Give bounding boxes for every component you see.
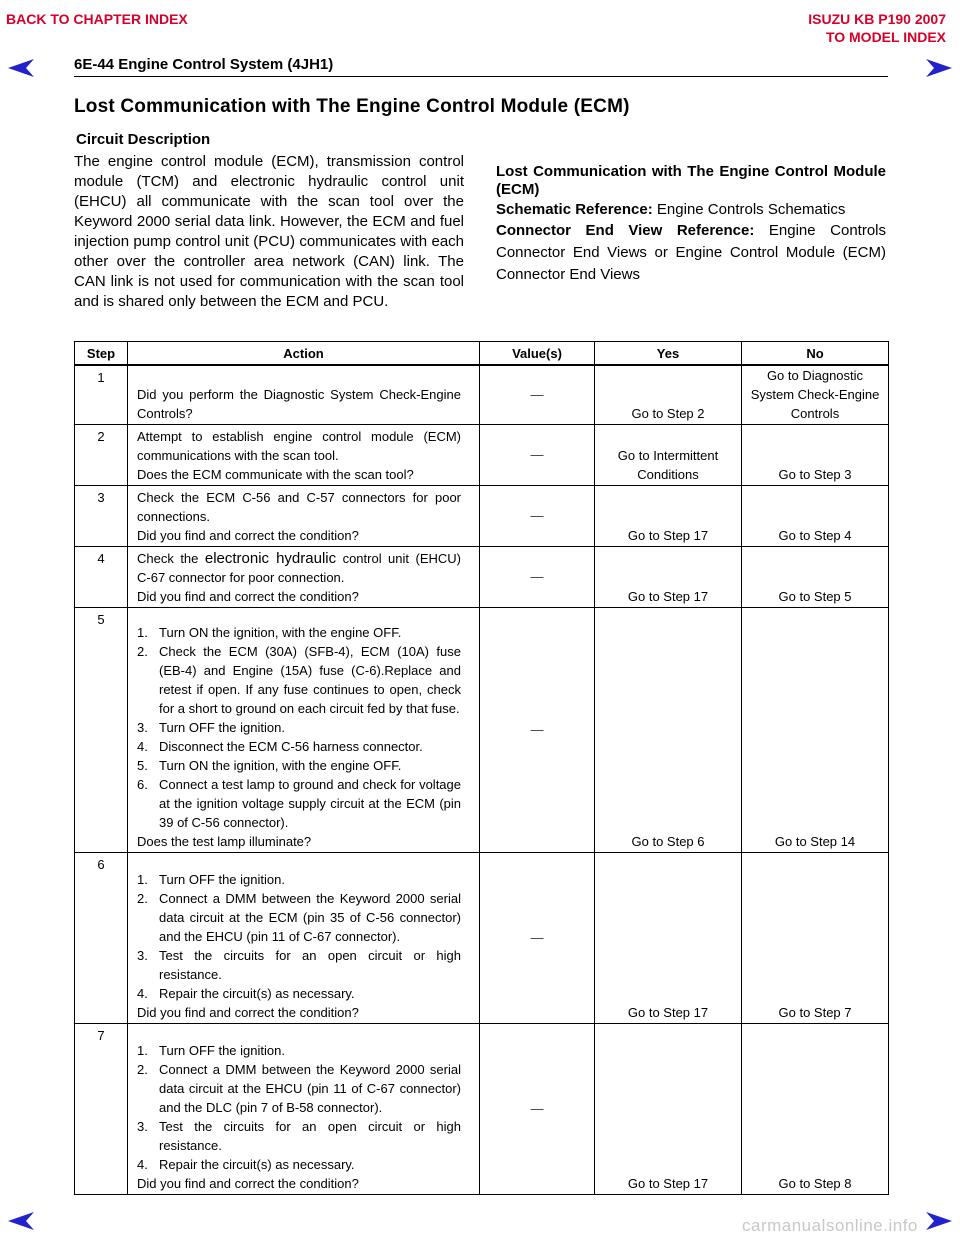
step-number: 4 <box>75 547 128 608</box>
action-question: Did you find and correct the condition? <box>137 528 359 543</box>
no-cell: Go to Step 3 <box>742 425 889 486</box>
schematic-reference-value: Engine Controls Schematics <box>656 201 846 218</box>
no-cell: Go to Step 8 <box>742 1024 889 1195</box>
action-question: Did you find and correct the condition? <box>137 1005 359 1020</box>
action-step-text: Connect a DMM between the Keyword 2000 serial data circuit at the EHCU (pin 11 of C-67 connector) and the DLC (pin 7 of B-58 connector). <box>159 1062 461 1115</box>
step-number: 1 <box>75 365 128 425</box>
next-page-bottom-arrow-icon[interactable] <box>924 1210 954 1232</box>
action-step-item <box>137 756 461 775</box>
action-step-text: Test the circuits for an open circuit or high resistance. <box>159 1119 461 1153</box>
back-to-chapter-index-link[interactable]: BACK TO CHAPTER INDEX <box>6 11 188 27</box>
header-divider <box>74 76 888 77</box>
action-cell <box>128 486 480 547</box>
step-number: 6 <box>75 853 128 1024</box>
value-cell: — <box>480 1024 595 1195</box>
action-step-text: Turn OFF the ignition. <box>159 720 285 735</box>
circuit-description-text: The engine control module (ECM), transmission control module (TCM) and electronic hydraulic control unit (EHCU) all communicate with the scan tool over the Keyword 2000 serial data link. However, the ECM and fuel injection pump control unit (PCU) communicates with each other over the controller area network (CAN) link. The CAN link is not used for communication with the scan tool and is shared only between the ECM and PCU. <box>74 153 464 310</box>
action-intro-text: Did you perform the Diagnostic System Check-Engine Controls? <box>137 387 461 421</box>
action-intro-text: Attempt to establish engine control module (ECM) communications with the scan tool. <box>137 429 461 463</box>
action-step-number: 2. <box>137 1062 148 1077</box>
connector-reference-label: Connector End View Reference: <box>496 222 755 239</box>
watermark: carmanualsonline.info <box>742 1216 918 1235</box>
action-intro-emphasis: electronic hydraulic <box>204 550 337 567</box>
action-step-item <box>137 718 461 737</box>
next-page-arrow-icon[interactable] <box>924 57 954 79</box>
connector-reference-value: Engine Controls Connector End Views or Engine Control Module (ECM) Connector End Views <box>496 222 886 283</box>
step-number: 5 <box>75 608 128 853</box>
yes-cell: Go to Step 17 <box>595 547 742 608</box>
action-step-item <box>137 1060 461 1117</box>
schematic-reference-label: Schematic Reference: <box>496 201 653 218</box>
action-step-item <box>137 984 461 1003</box>
circuit-description-heading: Circuit Description <box>76 131 211 148</box>
action-question: Did you find and correct the condition? <box>137 589 359 604</box>
model-title-link[interactable]: ISUZU KB P190 2007 <box>808 11 946 27</box>
action-cell <box>128 425 480 486</box>
action-step-item <box>137 737 461 756</box>
table-body <box>75 365 889 1195</box>
table-row <box>75 486 889 547</box>
action-step-text: Turn OFF the ignition. <box>159 872 285 887</box>
connector-reference <box>496 220 886 286</box>
reference-block <box>496 163 886 286</box>
action-step-text: Turn ON the ignition, with the engine OFF. <box>159 625 402 640</box>
column-header-value: Value(s) <box>480 342 595 366</box>
action-step-text: Disconnect the ECM C-56 harness connector. <box>159 739 423 754</box>
action-question: Does the test lamp illuminate? <box>137 834 312 849</box>
yes-cell: Go to Step 17 <box>595 853 742 1024</box>
action-step-item <box>137 946 461 984</box>
action-step-text: Connect a DMM between the Keyword 2000 serial data circuit at the ECM (pin 35 of C-56 connector) and the EHCU (pin 11 of C-67 connector). <box>159 891 461 944</box>
schematic-reference <box>496 199 886 220</box>
action-step-number: 3. <box>137 720 148 735</box>
yes-cell: Go to Step 17 <box>595 486 742 547</box>
action-step-item <box>137 775 461 832</box>
step-number: 7 <box>75 1024 128 1195</box>
section-title: Lost Communication with The Engine Control Module (ECM) <box>74 96 630 117</box>
yes-cell: Go to Step 17 <box>595 1024 742 1195</box>
table-row <box>75 853 889 1024</box>
yes-cell: Go to Intermittent Conditions <box>595 425 742 486</box>
action-step-text: Turn ON the ignition, with the engine OFF. <box>159 758 402 773</box>
action-steps-list <box>137 1041 461 1174</box>
table-row <box>75 547 889 608</box>
action-step-text: Check the ECM (30A) (SFB-4), ECM (10A) fuse (EB-4) and Engine (15A) fuse (C-6).Replace and retest if open. If any fuse continues to open, check for a short to ground on each circuit fed by that fuse. <box>159 644 461 716</box>
action-step-item <box>137 623 461 642</box>
action-intro <box>137 385 461 423</box>
column-header-action: Action <box>128 342 480 366</box>
action-intro <box>137 549 461 587</box>
action-step-item <box>137 1117 461 1155</box>
action-step-number: 1. <box>137 625 148 640</box>
no-cell: Go to Step 7 <box>742 853 889 1024</box>
step-number: 3 <box>75 486 128 547</box>
action-intro <box>137 427 461 465</box>
action-intro-text-end: control unit (EHCU) C-67 connector for poor connection. <box>137 551 461 585</box>
column-header-step: Step <box>75 342 128 366</box>
action-intro-text: Check the ECM C-56 and C-57 connectors for poor connections. <box>137 490 461 524</box>
value-cell: — <box>480 486 595 547</box>
action-step-item <box>137 1041 461 1060</box>
action-step-item <box>137 870 461 889</box>
action-intro <box>137 488 461 526</box>
value-cell: — <box>480 425 595 486</box>
to-model-index-link[interactable]: TO MODEL INDEX <box>825 29 946 45</box>
action-step-number: 5. <box>137 758 148 773</box>
action-step-number: 3. <box>137 948 148 963</box>
value-cell: — <box>480 853 595 1024</box>
table-row <box>75 425 889 486</box>
action-step-text: Test the circuits for an open circuit or high resistance. <box>159 948 461 982</box>
model-index-block <box>808 10 946 46</box>
action-step-number: 4. <box>137 1157 148 1172</box>
no-cell: Go to Step 5 <box>742 547 889 608</box>
prev-page-bottom-arrow-icon[interactable] <box>6 1210 36 1232</box>
action-step-number: 2. <box>137 891 148 906</box>
action-cell <box>128 547 480 608</box>
yes-cell: Go to Step 6 <box>595 608 742 853</box>
value-cell: — <box>480 547 595 608</box>
table-row <box>75 608 889 853</box>
action-step-item <box>137 642 461 718</box>
action-step-text: Repair the circuit(s) as necessary. <box>159 986 355 1001</box>
action-step-item <box>137 1155 461 1174</box>
table-row <box>75 365 889 425</box>
action-question: Did you find and correct the condition? <box>137 1176 359 1191</box>
page-header: 6E-44 Engine Control System (4JH1) <box>74 56 334 73</box>
yes-cell: Go to Step 2 <box>595 365 742 425</box>
action-step-number: 1. <box>137 872 148 887</box>
action-intro-text: Check the <box>137 551 205 566</box>
column-header-no: No <box>742 342 889 366</box>
no-cell: Go to Step 4 <box>742 486 889 547</box>
action-cell <box>128 608 480 853</box>
action-step-number: 6. <box>137 777 148 792</box>
action-step-number: 1. <box>137 1043 148 1058</box>
action-step-number: 4. <box>137 986 148 1001</box>
step-number: 2 <box>75 425 128 486</box>
table-row <box>75 1024 889 1195</box>
column-header-yes: Yes <box>595 342 742 366</box>
action-step-text: Connect a test lamp to ground and check for voltage at the ignition voltage supply circuit at the ECM (pin 39 of C-56 connector). <box>159 777 461 830</box>
action-cell <box>128 853 480 1024</box>
prev-page-arrow-icon[interactable] <box>6 57 36 79</box>
value-cell: — <box>480 365 595 425</box>
action-step-text: Turn OFF the ignition. <box>159 1043 285 1058</box>
action-step-number: 2. <box>137 644 148 659</box>
action-cell <box>128 1024 480 1195</box>
table-header-row <box>75 342 889 366</box>
action-steps-list <box>137 623 461 832</box>
no-cell: Go to Step 14 <box>742 608 889 853</box>
action-step-number: 3. <box>137 1119 148 1134</box>
action-step-item <box>137 889 461 946</box>
value-cell: — <box>480 608 595 853</box>
diagnostic-table <box>74 341 889 1195</box>
action-steps-list <box>137 870 461 1003</box>
action-step-number: 4. <box>137 739 148 754</box>
reference-title: Lost Communication with The Engine Control Module (ECM) <box>496 163 886 198</box>
action-step-text: Repair the circuit(s) as necessary. <box>159 1157 355 1172</box>
no-cell: Go to Diagnostic System Check-Engine Controls <box>742 365 889 425</box>
action-question: Does the ECM communicate with the scan tool? <box>137 467 414 482</box>
action-cell <box>128 365 480 425</box>
